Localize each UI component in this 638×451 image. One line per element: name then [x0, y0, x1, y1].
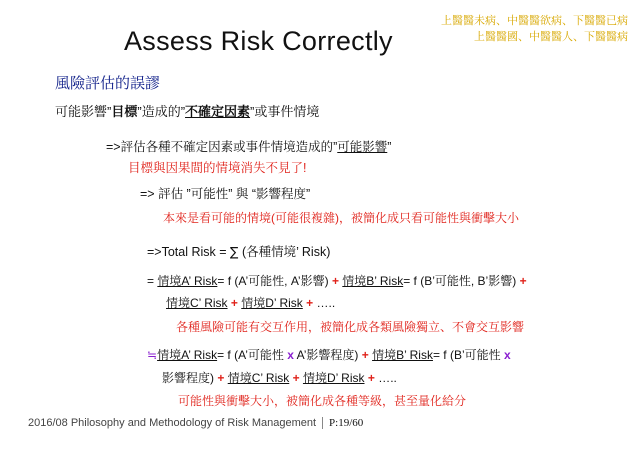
- text-ellipsis: …..: [316, 296, 336, 310]
- footer-divider: [322, 417, 323, 429]
- text-segment: =>Total Risk =: [147, 245, 231, 259]
- footer: [28, 417, 363, 429]
- text-segment: A’影響程度): [293, 348, 362, 362]
- plus-sign: +: [364, 371, 379, 385]
- line-context-lost: 目標與因果間的情境消失不見了!: [128, 161, 307, 175]
- plus-sign: +: [289, 371, 303, 385]
- slide-title: Assess Risk Correctly: [124, 26, 393, 56]
- text-segment: ”造成的”: [137, 104, 186, 119]
- footer-text: 2016/08 Philosophy and Methodology of Risk Management: [28, 417, 317, 429]
- line-assess-impact: [106, 137, 391, 155]
- plus-sign: +: [227, 296, 242, 310]
- line-total-risk: [147, 242, 330, 260]
- text-goal: 目標: [111, 104, 138, 119]
- text-segment: =: [147, 274, 158, 288]
- text-segment: 影響程度): [162, 371, 218, 385]
- text-segment: = f (A’可能性, A’影響): [217, 274, 332, 288]
- plus-sign: +: [361, 348, 369, 362]
- motto-line-2: 上醫醫國、中醫醫人、下醫醫病: [474, 31, 628, 43]
- text-uncertainty: 不確定因素: [185, 104, 251, 119]
- plus-sign: +: [302, 296, 317, 310]
- text-scenario-b: 情境B’ Risk: [372, 348, 433, 362]
- text-segment: = f (A’可能性: [217, 348, 288, 362]
- line-interaction-note: 各種風險可能有交互作用，被簡化成各類風險獨立、不會交互影響: [176, 320, 525, 334]
- approx-symbol: ≒: [147, 348, 158, 362]
- text-segment: (各種情境’ Risk): [238, 245, 331, 259]
- line-simplified-note: 本來是看可能的情境(可能很複雜)，被簡化成只看可能性與衝擊大小: [163, 211, 519, 225]
- plus-sign: +: [519, 274, 527, 288]
- line-assess-likelihood: => 評估 ”可能性” 與 “影響程度”: [140, 187, 311, 201]
- text-scenario-a: 情境A’ Risk: [157, 274, 218, 288]
- text-scenario-c: 情境C’ Risk: [166, 296, 228, 310]
- times-sign: x: [503, 348, 511, 362]
- line-scenario-ab: [147, 272, 527, 289]
- text-segment: ”或事件情境: [250, 104, 320, 119]
- page-number: P:19/60: [329, 417, 364, 429]
- text-segment: 可能影響”: [55, 104, 112, 119]
- text-segment: = f (B’可能性, B’影響): [403, 274, 520, 288]
- line-grading-note: 可能性與衝擊大小，被簡化成各種等級，甚至量化給分: [178, 394, 467, 408]
- plus-sign: +: [331, 274, 339, 288]
- text-segment: ”: [387, 140, 392, 154]
- sigma-symbol: ∑: [230, 244, 239, 259]
- section-title: 風險評估的誤謬: [55, 75, 161, 92]
- text-scenario-c: 情境C’ Risk: [227, 371, 290, 385]
- text-ellipsis: …..: [378, 371, 397, 385]
- line-scenario-cd: [166, 294, 335, 311]
- times-sign: x: [287, 348, 294, 362]
- line-approx-ab: [147, 346, 511, 363]
- line-approx-cd: [162, 369, 397, 386]
- text-scenario-a: 情境A’ Risk: [157, 348, 218, 362]
- text-scenario-d: 情境D’ Risk: [241, 296, 303, 310]
- plus-sign: +: [217, 371, 225, 385]
- line-possible-impact: [55, 101, 319, 120]
- text-scenario-d: 情境D’ Risk: [302, 371, 365, 385]
- motto-line-1: 上醫醫未病、中醫醫欲病、下醫醫已病: [441, 15, 628, 27]
- text-segment: = f (B’可能性: [432, 348, 504, 362]
- text-possible-impact: 可能影響: [337, 140, 388, 154]
- text-segment: =>評估各種不確定因素或事件情境造成的”: [106, 140, 338, 154]
- text-scenario-b: 情境B’ Risk: [342, 274, 404, 288]
